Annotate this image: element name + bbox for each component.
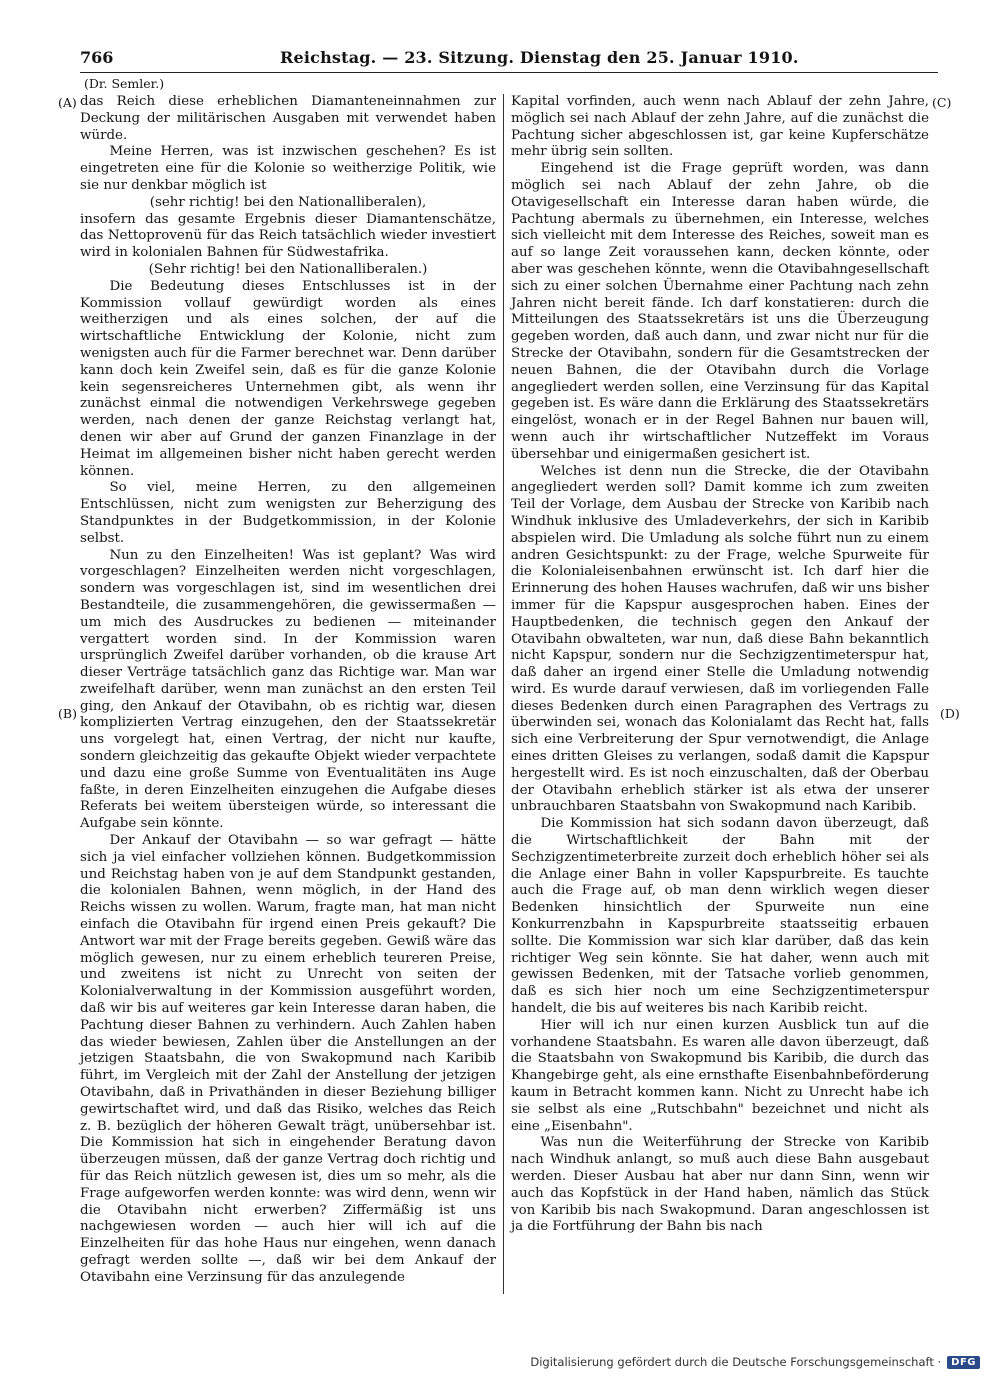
- paragraph: insofern das gesamte Ergebnis dieser Diamantenschätze, das Nettoprovenü für das Reich tatsächlich wieder investiert wird in kolonialen Bahnen für Südwestafrika.: [80, 211, 496, 261]
- paragraph: Die Bedeutung dieses Entschlusses ist in der Kommission vollauf gewürdigt worden als eines weitherzigen und als eines solchen, der auf die wirtschaftliche Entwicklung der Kolonie, nicht zum wenigsten auch für die Farmer berechnet war. Denn darüber kann doch kein Zweifel sein, daß es für die ganze Kolonie kein segensreicheres Unternehmen gibt, als wenn ihr zunächst einmal die notwendigen Verkehrswege gegeben werden, nach denen der ganze Reichstag verlangt hat, denen wir aber auf Grund der ganzen Finanzlage in der Heimat im allgemeinen bisher nicht haben gerecht werden können.: [80, 278, 496, 479]
- paragraph: Der Ankauf der Otavibahn — so war gefragt — hätte sich ja viel einfacher vollziehen können. Budgetkommission und Reichstag haben von je auf dem Standpunkt gestanden, die kolonialen Bahnen, wenn möglich, in der Hand des Reichs wissen zu wollen. Warum, fragte man, hat man nicht einfach die Otavibahn für irgend einen Preis gekauft? Die Antwort war mit der Frage bereits gegeben. Gewiß wäre das möglich gewesen, nur zu einem erheblich teureren Preise, und zweitens ist nicht zu Unrecht von seiten der Kolonialverwaltung in der Kommission ausgeführt worden, daß wir bis auf weiteres gar kein Interesse daran haben, die Pachtung dieser Bahnen zu verhindern. Auch Zahlen haben das wieder bewiesen, Zahlen über die Anstellungen an der jetzigen Staatsbahn, die von Swakopmund nach Karibib führt, im Vergleich mit der Zahl der Anstellung der jetzigen Otavibahn, daß in Privathänden in dieser Beziehung billiger gewirtschaftet wird, und daß das Risiko, welches das Reich z. B. bezüglich der höheren Gewalt trägt, unübersehbar ist. Die Kommission hat sich in eingehender Beratung davon überzeugen müssen, daß der ganze Vertrag doch richtig und für das Reich nützlich gewesen ist, dies um so mehr, als die Frage aufgeworfen werden konnte: was wird denn, wenn wir die Otavibahn nicht erwerben? Ziffermäßig ist uns nachgewiesen worden — auch hier will ich auf die Einzelheiten für das hohe Haus nur eingehen, wenn danach gefragt werden sollte —, daß wir bei dem Ankauf der Otavibahn eine Verzinsung für das anzulegende: [80, 833, 496, 1285]
- dfg-logo: DFG: [947, 1356, 980, 1369]
- interjection: (Sehr richtig! bei den Nationalliberalen.): [148, 261, 428, 277]
- margin-marker-d: (D): [940, 706, 960, 721]
- paragraph: Hier will ich nur einen kurzen Ausblick tun auf die vorhandene Staatsbahn. Es waren alle davon überzeugt, daß die Staatsbahn von Swakopmund bis Karibib, die durch das Khangebirge geht, als eine ernsthafte Eisenbahnbeförderung kaum in Betracht kommen kann. Nicht zu Unrecht habe ich sie selbst als eine „Rutschbahn" bezeichnet und nicht als eine „Eisenbahn".: [511, 1017, 929, 1134]
- paragraph: So viel, meine Herren, zu den allgemeinen Entschlüssen, nicht zum wenigsten zur Beherzigung des Standpunktes in der Budgetkommission, in der Kolonie selbst.: [80, 480, 496, 546]
- footer-text: Digitalisierung gefördert durch die Deutsche Forschungsgemeinschaft ·: [530, 1355, 942, 1369]
- paragraph: Kapital vorfinden, auch wenn nach Ablauf der zehn Jahre, möglich sei nach Ablauf der zehn Jahre, auf die zunächst die Pachtung sicher abgeschlossen ist, gar keine Kupferschätze mehr übrig sein sollten.: [511, 94, 929, 160]
- margin-marker-b: (B): [58, 706, 77, 721]
- paragraph: Was nun die Weiterführung der Strecke von Karibib nach Windhuk anlangt, so muß auch diese Bahn ausgebaut werden. Dieser Ausbau hat aber nur dann Sinn, wenn wir auch das Kopfstück in der Hand haben, nämlich das Stück von Karibib bis nach Swakopmund. Daran angeschlossen ist ja die Fortführung der Bahn bis nach: [511, 1135, 929, 1235]
- right-column: [511, 94, 929, 1236]
- margin-marker-c: (C): [932, 95, 952, 110]
- paragraph: Welches ist denn nun die Strecke, die der Otavibahn angegliedert werden soll? Damit komme ich zum zweiten Teil der Vorlage, dem Ausbau der Strecke von Karibib nach Windhuk inklusive des Umladeverkehrs, der sich in Karibib abspielen wird. Die Umladung als solche führt nun zu einem andren Gesichtspunkt: zu der Frage, welche Spurweite für die Kolonialeisenbahnen erwünscht ist. Ich darf hier die Erinnerung des hohen Hauses wachrufen, daß wir uns bisher immer für die Kapspur ausgesprochen haben. Eines der Hauptbedenken, die technisch gegen den Ankauf der Otavibahn obwalteten, war nun, daß diese Bahn bekanntlich nicht Kapspur, sondern nur die Sechzigzentimeterspur hat, daß daher an irgend einer Stelle die Umladung notwendig wird. Es wurde darauf verwiesen, daß im vorliegenden Falle dieses Bedenken durch einen Paragraphen des Vertrags zu überwinden sei, wonach das Kolonialamt das Recht hat, falls sich eine Verbreiterung der Spur vernotwendigt, die Anlage eines dritten Gleises zu verlangen, sodaß damit die Kapspur hergestellt wird. Es ist noch einzuschalten, daß der Oberbau der Otavibahn erheblich stärker ist als etwa der unserer unbrauchbaren Staatsbahn von Swakopmund nach Karibib.: [511, 463, 929, 815]
- paragraph: das Reich diese erheblichen Diamanteneinnahmen zur Deckung der militärischen Ausgaben mit verwendet haben würde.: [80, 94, 496, 143]
- column-divider: [503, 94, 504, 1294]
- paragraph: Nun zu den Einzelheiten! Was ist geplant? Was wird vorgeschlagen? Einzelheiten werden nicht vorgeschlagen, sondern was vorgeschlagen ist, sind im wesentlichen drei Bestandteile, die zusammengehören, die gewissermaßen — um mich des Ausdruckes zu bedienen — miteinander vergattert worden sind. In der Kommission waren ursprünglich Zweifel darüber vorhanden, ob die krause Art dieser Verträge tatsächlich ganz das Richtige war. Man war zweifelhaft darüber, wenn man zunächst an den ersten Teil ging, den Ankauf der Otavibahn, ob es richtig war, diesen komplizierten Vertrag einzugehen, den der Staatssekretär uns vorgelegt hat, einen Vertrag, der nicht nur kaufte, sondern gleichzeitig das gekaufte Objekt wieder verpachtete und dazu eine große Summe von Eventualitäten ins Auge faßte, in deren Einzelheiten einzugehen die Aufgabe dieses Referats bei weitem übersteigen würde, so interessant die Aufgabe sein könnte.: [80, 547, 496, 832]
- page-header: [80, 48, 940, 70]
- page-number: 766: [80, 48, 114, 67]
- interjection: (sehr richtig! bei den Nationalliberalen),: [149, 194, 427, 210]
- left-column: [80, 94, 496, 1287]
- header-rule: [80, 72, 938, 73]
- margin-marker-a: (A): [58, 95, 77, 110]
- paragraph: Eingehend ist die Frage geprüft worden, was dann möglich sei nach Ablauf der zehn Jahre, ob die Otavigesellschaft ein Interesse daran haben würde, die Pachtung abermals zu übernehmen, ein Interesse, welches sich vielleicht mit dem Interesse des Reiches, soweit man es auf so lange Zeit voraussehen kann, decken könnte, oder aber was geschehen könnte, wenn die Otavibahngesellschaft sich zu einer solchen Übernahme einer Pachtung nach zehn Jahren nicht bereit fände. Ich darf konstatieren: durch die Mitteilungen des Staatssekretärs ist uns die Überzeugung gegeben worden, daß auch dann, und zwar nicht nur für die Strecke der Otavibahn, sondern für die Gesamtstrecken der neuen Bahnen, die der Otavibahn durch die Vorlage angegliedert werden sollen, eine Verzinsung für das Kapital gegeben ist. Es wäre dann die Erklärung des Staatssekretärs eingelöst, wonach er in der Regel Bahnen nur bauen will, wenn auch ihr wirtschaftlicher Nutzeffekt im Voraus übersehbar und einigermaßen gesichert ist.: [511, 161, 929, 462]
- digitization-footer: [530, 1355, 980, 1369]
- speaker-label: (Dr. Semler.): [84, 76, 165, 91]
- paragraph: Meine Herren, was ist inzwischen geschehen? Es ist eingetreten eine für die Kolonie so weitherzige Politik, wie sie nur denkbar möglich ist: [80, 144, 496, 193]
- paragraph: Die Kommission hat sich sodann davon überzeugt, daß die Wirtschaftlichkeit der Bahn mit der Sechzigzentimeterbreite zurzeit doch erheblich höher sei als die Anlage einer Bahn in voller Kapspurbreite. Es tauchte auch die Frage auf, ob man denn wirklich wegen dieser Bedenken hinsichtlich der Spurweite nun eine Konkurrenzbahn in Kapspurbreite staatsseitig erbauen sollte. Die Kommission war sich klar darüber, daß das kein richtiger Weg sein könnte. Sie hat daher, wenn auch mit gewissen Bedenken, mit der Tatsache vorlieb genommen, daß es sich hier noch um eine Sechzigzentimeterspur handelt, die bis auf weiteres bis nach Karibib reicht.: [511, 816, 929, 1017]
- running-title: Reichstag. — 23. Sitzung. Dienstag den 25. Januar 1910.: [280, 48, 799, 67]
